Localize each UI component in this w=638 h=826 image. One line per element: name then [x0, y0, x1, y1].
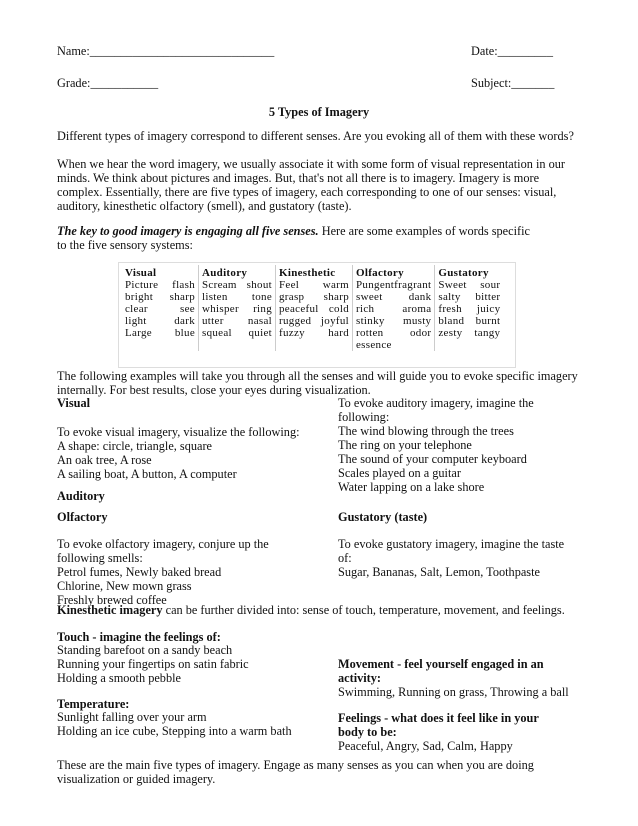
date-field: Date:_________ [471, 44, 553, 58]
word-column-visual [122, 265, 199, 351]
touch-line: Holding a smooth pebble [57, 671, 181, 685]
word-pair [202, 279, 272, 291]
word-cell: rugged [279, 315, 312, 327]
word-cell: blue [174, 327, 195, 339]
word-pair [202, 291, 272, 303]
visual-line: A sailing boat, A button, A computer [57, 467, 237, 481]
word-pair [438, 315, 500, 327]
gustatory-line: Sugar, Bananas, Salt, Lemon, Toothpaste [338, 565, 540, 579]
word-cell: grasp [279, 291, 305, 303]
word-cell: bitter [475, 291, 501, 303]
word-pair [125, 291, 195, 303]
word-pair [279, 279, 349, 291]
visual-section [57, 425, 300, 481]
word-cell: essence [356, 339, 392, 351]
olfactory-line: To evoke olfactory imagery, conjure up the [57, 537, 269, 551]
following-line: The following examples will take you through all the senses and will guide you to evoke specific imagery [57, 369, 578, 383]
word-cell: musty [402, 315, 432, 327]
feelings-heading-cont: body to be: [338, 725, 397, 739]
word-cell: zesty [438, 327, 463, 339]
word-cell: fragrant [394, 279, 432, 291]
word-pair [279, 315, 349, 327]
auditory-line: Scales played on a guitar [338, 466, 461, 480]
intro-line: auditory, kinesthetic olfactory (smell), and gustatory (taste). [57, 199, 352, 213]
gustatory-line: To evoke gustatory imagery, imagine the taste [338, 537, 565, 551]
word-cell: hard [328, 327, 349, 339]
visual-line: An oak tree, A rose [57, 453, 152, 467]
word-cell: Large [125, 327, 152, 339]
word-cell: Feel [279, 279, 300, 291]
word-cell: dark [174, 315, 195, 327]
kinesthetic-text: can be further divided into: sense of touch, temperature, movement, and feelings. [162, 603, 565, 617]
word-pair [125, 303, 195, 315]
following-line: internally. For best results, close your eyes during visualization. [57, 383, 371, 397]
word-pair [438, 291, 500, 303]
closing-line: These are the main five types of imagery. Engage as many senses as you can when you are doing [57, 758, 534, 772]
word-cell: fresh [438, 303, 462, 315]
word-pair [356, 327, 431, 339]
word-cell: tangy [474, 327, 501, 339]
olfactory-line: Freshly brewed coffee [57, 593, 167, 607]
word-pair [356, 315, 431, 327]
word-cell: Picture [125, 279, 159, 291]
closing-paragraph [57, 758, 587, 786]
page-title: 5 Types of Imagery [268, 105, 370, 119]
word-pair [438, 279, 500, 291]
word-column-header: Visual [125, 267, 157, 279]
kinesthetic-label: Kinesthetic imagery [57, 603, 163, 617]
temperature-section [57, 710, 292, 738]
olfactory-line: Petrol fumes, Newly baked bread [57, 565, 222, 579]
word-column-header: Gustatory [438, 267, 489, 279]
word-cell: salty [438, 291, 461, 303]
temperature-line: Sunlight falling over your arm [57, 710, 207, 724]
word-cell: quiet [248, 327, 272, 339]
intro-line: complex. Essentially, there are five types of imagery, each corresponding to one of our senses: visual, [57, 185, 557, 199]
name-field: Name:______________________________ [57, 44, 275, 58]
word-cell: utter [202, 315, 224, 327]
auditory-line: following: [338, 410, 390, 424]
word-pair [125, 327, 195, 339]
intro-line: minds. We think about pictures and images. But, that's not all there is to imagery. Imagery is more [57, 171, 540, 185]
feelings-heading: Feelings - what does it feel like in your [338, 711, 539, 725]
key-paragraph [57, 224, 587, 252]
word-cell: listen [202, 291, 228, 303]
word-cell: light [125, 315, 147, 327]
sensory-word-table [122, 265, 503, 351]
word-cell: see [180, 303, 195, 315]
grade-field: Grade:___________ [57, 76, 159, 90]
feelings-section [338, 711, 539, 753]
gustatory-heading: Gustatory (taste) [338, 510, 428, 524]
word-cell: tone [251, 291, 272, 303]
word-cell: burnt [475, 315, 501, 327]
visual-line: A shape: circle, triangle, square [57, 439, 213, 453]
word-pair [279, 291, 349, 303]
word-cell: peaceful [279, 303, 319, 315]
word-cell: sour [480, 279, 501, 291]
word-cell: odor [410, 327, 432, 339]
touch-line: Running your fingertips on satin fabric [57, 657, 249, 671]
word-cell: cold [328, 303, 349, 315]
word-pair [279, 303, 349, 315]
word-cell: bright [125, 291, 154, 303]
word-pair [202, 327, 272, 339]
word-pair [202, 303, 272, 315]
gustatory-line: of: [338, 551, 352, 565]
auditory-line: To evoke auditory imagery, imagine the [338, 396, 534, 410]
word-cell: clear [125, 303, 148, 315]
word-cell: aroma [402, 303, 432, 315]
word-pair [438, 327, 500, 339]
kinesthetic-paragraph [57, 603, 565, 618]
word-cell: squeal [202, 327, 232, 339]
word-cell: flash [172, 279, 195, 291]
auditory-heading: Auditory [57, 489, 105, 503]
olfactory-section [57, 537, 269, 607]
word-cell: sharp [169, 291, 195, 303]
intro-paragraph-2 [57, 157, 587, 213]
word-cell: warm [322, 279, 349, 291]
gustatory-section [338, 537, 564, 579]
movement-heading-cont: activity: [338, 671, 382, 685]
word-column-header: Kinesthetic [279, 267, 336, 279]
word-column-auditory [199, 265, 276, 351]
word-cell: Sweet [438, 279, 467, 291]
word-pair [356, 303, 431, 315]
word-pair [356, 279, 431, 291]
following-paragraph [57, 369, 587, 397]
key-rest: Here are some examples of words specific [318, 224, 530, 238]
word-pair [438, 303, 500, 315]
word-column-kinesthetic [276, 265, 353, 351]
key-line-2: to the five sensory systems: [57, 238, 193, 252]
word-cell: whisper [202, 303, 239, 315]
subject-field: Subject:_______ [471, 76, 555, 90]
word-cell: juicy [476, 303, 501, 315]
word-cell: rich [356, 303, 375, 315]
word-pair [356, 291, 431, 303]
visual-line: To evoke visual imagery, visualize the following: [57, 425, 300, 439]
olfactory-line: Chlorine, New mown grass [57, 579, 192, 593]
word-cell: Pungent [356, 279, 395, 291]
feelings-line: Peaceful, Angry, Sad, Calm, Happy [338, 739, 513, 753]
word-cell: bland [438, 315, 465, 327]
word-cell: fuzzy [279, 327, 305, 339]
word-pair [279, 327, 349, 339]
movement-section [338, 657, 569, 699]
word-pair [125, 279, 195, 291]
word-cell: Scream [202, 279, 237, 291]
intro-line: When we hear the word imagery, we usually associate it with some form of visual representation in our [57, 157, 566, 171]
word-column-header: Olfactory [356, 267, 404, 279]
touch-section [57, 643, 249, 685]
auditory-line: The sound of your computer keyboard [338, 452, 527, 466]
touch-line: Standing barefoot on a sandy beach [57, 643, 233, 657]
temperature-line: Holding an ice cube, Stepping into a warm bath [57, 724, 292, 738]
word-cell: sharp [323, 291, 349, 303]
intro-paragraph-1: Different types of imagery correspond to different senses. Are you evoking all of them with these words? [57, 129, 574, 143]
movement-heading: Movement - feel yourself engaged in an [338, 657, 544, 671]
word-cell: shout [246, 279, 272, 291]
key-statement: The key to good imagery is engaging all five senses. [57, 224, 319, 238]
word-cell: nasal [247, 315, 272, 327]
auditory-section [338, 396, 534, 494]
word-column-olfactory [353, 265, 435, 351]
auditory-line: Water lapping on a lake shore [338, 480, 485, 494]
touch-heading: Touch - imagine the feelings of: [57, 630, 221, 644]
temperature-heading: Temperature: [57, 697, 130, 711]
olfactory-line: following smells: [57, 551, 143, 565]
word-cell: sweet [356, 291, 383, 303]
word-cell: ring [253, 303, 272, 315]
word-column-gustatory [435, 265, 504, 351]
word-cell: dank [408, 291, 432, 303]
closing-line: visualization or guided imagery. [57, 772, 216, 786]
auditory-line: The ring on your telephone [338, 438, 472, 452]
word-cell: stinky [356, 315, 385, 327]
word-cell: rotten [356, 327, 384, 339]
olfactory-heading: Olfactory [57, 510, 108, 524]
auditory-line: The wind blowing through the trees [338, 424, 514, 438]
word-pair [356, 339, 431, 351]
word-cell: joyful [320, 315, 349, 327]
visual-heading: Visual [57, 396, 91, 410]
word-pair [202, 315, 272, 327]
movement-line: Swimming, Running on grass, Throwing a ball [338, 685, 569, 699]
word-column-header: Auditory [202, 267, 248, 279]
word-pair [125, 315, 195, 327]
